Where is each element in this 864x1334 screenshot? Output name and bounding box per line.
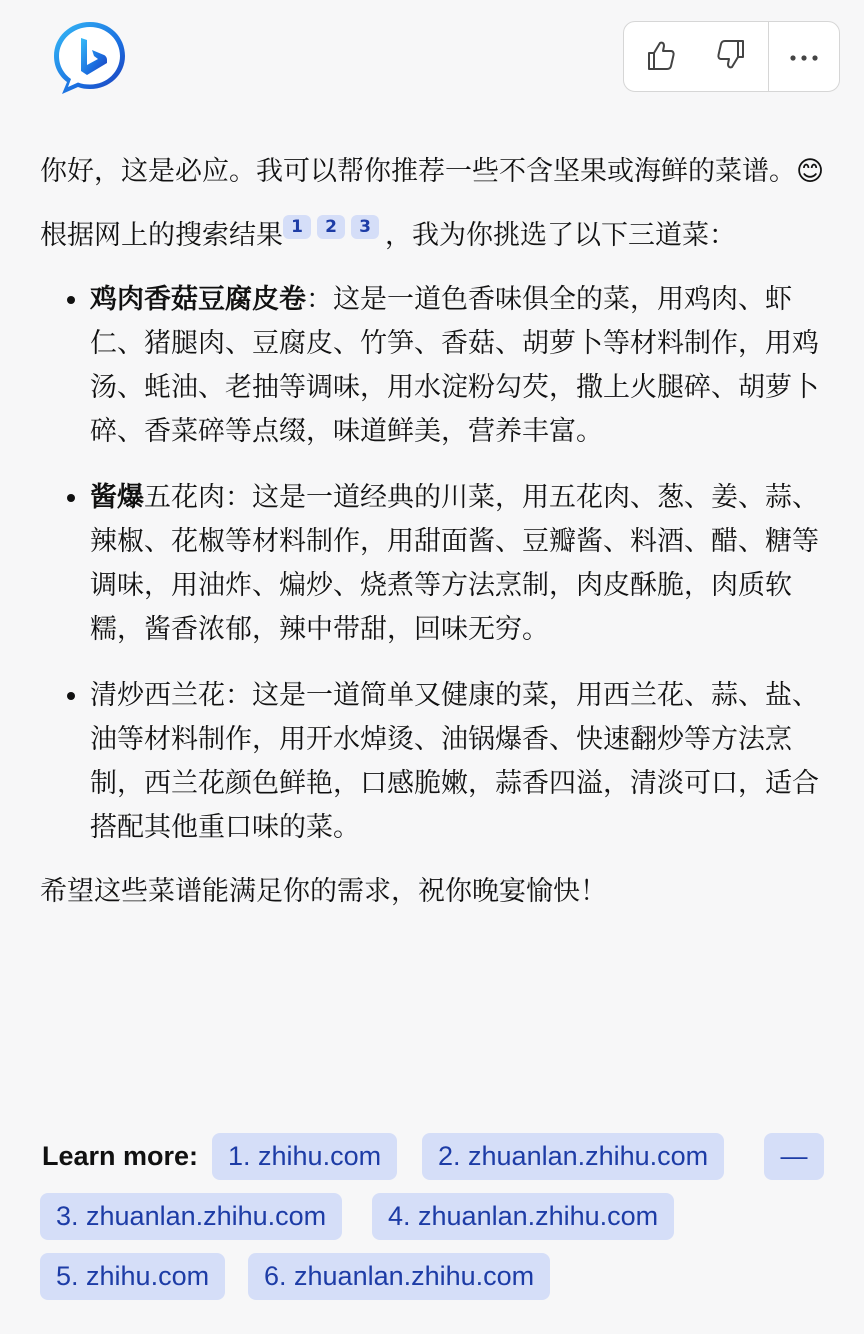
list-item [90, 476, 830, 652]
bing-logo-icon [50, 18, 130, 98]
lead-text-after: ，我为你挑选了以下三道菜： [385, 220, 736, 251]
list-item [90, 278, 830, 454]
more-options-button[interactable] [769, 22, 839, 91]
lead-text-before: 根据网上的搜索结果 [40, 220, 283, 251]
thumbs-down-button[interactable] [696, 22, 768, 91]
collapse-button[interactable]: — [764, 1133, 824, 1180]
citation-2[interactable]: 2 [317, 215, 345, 239]
feedback-bar [623, 21, 840, 92]
dish-desc: ：这是一道色香味俱全的菜，用鸡肉、虾仁、猪腿肉、豆腐皮、竹笋、香菇、胡萝卜等材料制作，用鸡汤、蚝油、老抽等调味，用水淀粉勾芡，撒上火腿碎、胡萝卜碎、香菜碎等点缀，味道鲜美，营养丰富。 [90, 284, 819, 447]
source-link-3[interactable]: 3. zhuanlan.zhihu.com [40, 1193, 342, 1240]
dish-name: 酱爆 [90, 482, 144, 513]
assistant-message [40, 150, 830, 914]
source-link-1[interactable]: 1. zhihu.com [212, 1133, 397, 1180]
lead-paragraph [40, 214, 830, 258]
dish-name: 清炒西兰花 [90, 680, 225, 711]
source-link-4[interactable]: 4. zhuanlan.zhihu.com [372, 1193, 674, 1240]
dish-name-rest: 五花肉 [144, 482, 225, 513]
source-link-2[interactable]: 2. zhuanlan.zhihu.com [422, 1133, 724, 1180]
dish-list [40, 278, 830, 850]
thumbs-down-icon [714, 37, 750, 77]
dish-name: 鸡肉香菇豆腐皮卷 [90, 284, 306, 315]
thumbs-up-icon [642, 37, 678, 77]
citation-3[interactable]: 3 [351, 215, 379, 239]
thumbs-up-button[interactable] [624, 22, 696, 91]
dish-desc: ：这是一道简单又健康的菜，用西兰花、蒜、盐、油等材料制作，用开水焯烫、油锅爆香、快速翻炒等方法烹制，西兰花颜色鲜艳，口感脆嫩，蒜香四溢，清淡可口，适合搭配其他重口味的菜。 [90, 680, 819, 843]
source-link-6[interactable]: 6. zhuanlan.zhihu.com [248, 1253, 550, 1300]
intro-text: 你好，这是必应。我可以帮你推荐一些不含坚果或海鲜的菜谱。😊 [40, 156, 825, 187]
closing-text: 希望这些菜谱能满足你的需求，祝你晚宴愉快！ [40, 876, 607, 907]
dish-desc: ：这是一道经典的川菜，用五花肉、葱、姜、蒜、辣椒、花椒等材料制作，用甜面酱、豆瓣酱、料酒、醋、糖等调味，用油炸、煸炒、烧煮等方法烹制，肉皮酥脆，肉质软糯，酱香浓郁，辣中带甜，回味无穷。 [90, 482, 819, 645]
learn-more-label: Learn more: [42, 1141, 199, 1171]
more-options-icon [788, 47, 820, 66]
list-item [90, 674, 830, 850]
source-link-5[interactable]: 5. zhihu.com [40, 1253, 225, 1300]
citation-1[interactable]: 1 [283, 215, 311, 239]
